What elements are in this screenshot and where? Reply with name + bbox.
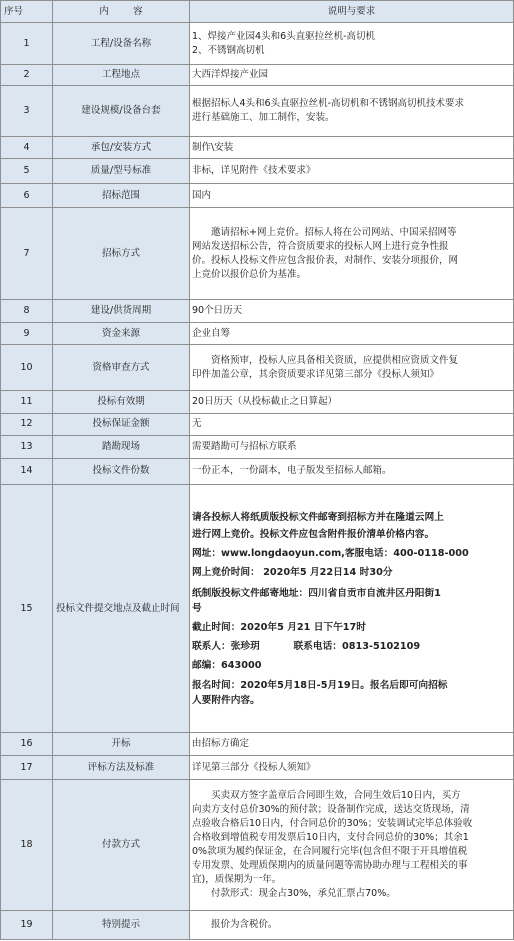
- desc-line: 需要踏勘可与招标方联系: [192, 440, 297, 452]
- row-description: [190, 322, 514, 344]
- row-item: 建设规模/设备台套: [53, 85, 190, 136]
- row-number: 5: [1, 159, 53, 184]
- desc-line: 上竞价以报价总价为基准。: [192, 268, 307, 280]
- row-item: 招标范围: [53, 183, 190, 208]
- row-description: [190, 136, 514, 158]
- row-item: 开标: [53, 733, 190, 755]
- desc-line: 报价为含税价。: [211, 919, 278, 931]
- row-number: 9: [1, 322, 53, 344]
- desc-line: 进行网上竞价。投标文件应包含附件报价清单价格内容。: [192, 528, 435, 540]
- table-row: [1, 23, 514, 65]
- desc-line: 网站发送招标公告，符合资质要求的投标人网上进行竞争性报: [192, 240, 449, 252]
- table-row: [1, 458, 514, 485]
- row-description: [190, 413, 514, 435]
- row-description: [190, 345, 514, 391]
- table-row: [1, 780, 514, 911]
- row-number: 14: [1, 458, 53, 485]
- row-description: [190, 65, 514, 85]
- row-number: 18: [1, 780, 53, 911]
- header-desc: 说明与要求: [190, 1, 514, 23]
- desc-line: 0%款项为履约保证金，在合同履行完毕(包含但不限于开具增值税: [192, 846, 468, 858]
- row-number: 12: [1, 413, 53, 435]
- table-row: [1, 911, 514, 940]
- row-item: 质量/型号标准: [53, 159, 190, 184]
- desc-line: 20日历天（从投标截止之日算起）: [192, 395, 338, 407]
- row-number: 2: [1, 65, 53, 85]
- row-item: 踏勘现场: [53, 436, 190, 458]
- desc-line: 90个日历天: [192, 305, 243, 317]
- row-item: 建设/供货周期: [53, 300, 190, 322]
- row-number: 17: [1, 755, 53, 780]
- table-row: [1, 755, 514, 780]
- table-row: [1, 65, 514, 85]
- row-item: 工程/设备名称: [53, 23, 190, 65]
- desc-line: 资格预审，投标人应具备相关资质，应提供相应资质文件复: [211, 354, 459, 366]
- row-description: [190, 485, 514, 733]
- row-description: [190, 911, 514, 940]
- desc-line: 进行基础施工、加工制作，安装。: [192, 111, 335, 123]
- desc-line: 联系人：张珍玥 联系电话：0813-5102109: [192, 640, 421, 652]
- desc-line: 合格收到增值税专用发票后10日内，支付合同总价的30%；其余1: [192, 832, 469, 844]
- desc-line: 由招标方确定: [192, 738, 250, 750]
- desc-line: 号: [192, 602, 202, 614]
- row-number: 16: [1, 733, 53, 755]
- desc-line: 报名时间：2020年5月18日-5月19日。报名后即可向招标: [192, 679, 448, 691]
- desc-line: 邮编：643000: [192, 659, 262, 671]
- desc-line: 制作\安装: [192, 141, 234, 153]
- table-row: [1, 300, 514, 322]
- row-description: [190, 183, 514, 208]
- desc-line: 网上竞价时间： 2020年5 月22日14 时30分: [192, 566, 393, 578]
- desc-line: 一份正本，一份副本，电子版发至招标人邮箱。: [192, 465, 392, 477]
- header-seq: 序号: [1, 1, 53, 23]
- desc-line: 截止时间：2020年5 月21 日下午17时: [192, 621, 366, 633]
- row-item: 招标方式: [53, 208, 190, 300]
- desc-line: 非标，详见附件《技术要求》: [192, 165, 316, 177]
- table-header-row: [1, 1, 514, 23]
- row-item: 投标文件份数: [53, 458, 190, 485]
- row-item: 投标文件提交地点及截止时间: [53, 485, 190, 733]
- desc-line: 宜)，质保期为一年。: [192, 874, 282, 886]
- desc-line: 买卖双方签字盖章后合同即生效，合同生效后10日内，买方: [211, 790, 461, 802]
- row-item: 评标方法及标准: [53, 755, 190, 780]
- row-description: [190, 85, 514, 136]
- row-number: 13: [1, 436, 53, 458]
- row-description: [190, 780, 514, 911]
- desc-line: 人要附件内容。: [192, 694, 260, 706]
- row-description: [190, 436, 514, 458]
- row-description: [190, 391, 514, 413]
- row-number: 6: [1, 183, 53, 208]
- desc-line: 无: [192, 418, 202, 430]
- row-item: 投标保证金额: [53, 413, 190, 435]
- row-description: [190, 208, 514, 300]
- row-number: 4: [1, 136, 53, 158]
- desc-line: 根据招标人4头和6头直驱拉丝机-高切机和不锈钢高切机技术要求: [192, 97, 465, 109]
- desc-line: 邀请招标+网上竞价。招标人将在公司网站、中国采招网等: [211, 226, 457, 238]
- table-row: [1, 436, 514, 458]
- table-row: [1, 413, 514, 435]
- row-description: [190, 159, 514, 184]
- desc-line: 1、焊接产业园4头和6头直驱拉丝机-高切机: [192, 30, 376, 42]
- desc-line: 请各投标人将纸质版投标文件邮寄到招标方并在隆道云网上: [192, 511, 444, 523]
- desc-line: 专用发票、处理质保期内的质量问题等需协助办理与工程相关的事: [192, 860, 468, 872]
- row-description: [190, 755, 514, 780]
- row-description: [190, 300, 514, 322]
- desc-line: 纸制版投标文件邮寄地址：四川省自贡市自流井区丹阳街1: [192, 587, 441, 599]
- table-row: [1, 345, 514, 391]
- table-row: [1, 733, 514, 755]
- row-item: 承包/安装方式: [53, 136, 190, 158]
- table-row: [1, 485, 514, 733]
- desc-line: 2、不锈钢高切机: [192, 44, 265, 56]
- row-description: [190, 458, 514, 485]
- row-number: 10: [1, 345, 53, 391]
- row-description: [190, 23, 514, 65]
- row-item: 资格审查方式: [53, 345, 190, 391]
- row-number: 11: [1, 391, 53, 413]
- desc-line: 印件加盖公章，其余资质要求详见第三部分《投标人须知》: [192, 368, 440, 380]
- row-item: 资金来源: [53, 322, 190, 344]
- table-row: [1, 183, 514, 208]
- desc-line: 点验收合格后10日内，付合同总价的30%；安装调试完毕总体验收: [192, 818, 473, 830]
- table-row: [1, 136, 514, 158]
- desc-line: 大西洋焊接产业园: [192, 69, 269, 81]
- desc-line: 企业自筹: [192, 327, 231, 339]
- desc-line: 价。投标人投标文件应包含报价表，对制作、安装分项报价，网: [192, 254, 459, 266]
- row-item: 工程地点: [53, 65, 190, 85]
- row-description: [190, 733, 514, 755]
- row-number: 7: [1, 208, 53, 300]
- table-row: [1, 159, 514, 184]
- desc-line: 网址：www.longdaoyun.com,客服电话：400-0118-000: [192, 547, 469, 559]
- row-number: 1: [1, 23, 53, 65]
- row-number: 3: [1, 85, 53, 136]
- table-row: [1, 322, 514, 344]
- desc-line: 向卖方支付总价30%的预付款；设备制作完成，送达交货现场，清: [192, 804, 470, 816]
- row-item: 投标有效期: [53, 391, 190, 413]
- row-item: 特别提示: [53, 911, 190, 940]
- row-number: 8: [1, 300, 53, 322]
- table-row: [1, 85, 514, 136]
- table-row: [1, 208, 514, 300]
- desc-line: 详见第三部分《投标人须知》: [192, 761, 316, 773]
- header-item: 内 容: [53, 1, 190, 23]
- row-item: 付款方式: [53, 780, 190, 911]
- desc-line: 付款形式：现金占30%，承兑汇票占70%。: [211, 888, 396, 900]
- row-number: 19: [1, 911, 53, 940]
- row-number: 15: [1, 485, 53, 733]
- desc-line: 国内: [192, 189, 212, 201]
- table-row: [1, 391, 514, 413]
